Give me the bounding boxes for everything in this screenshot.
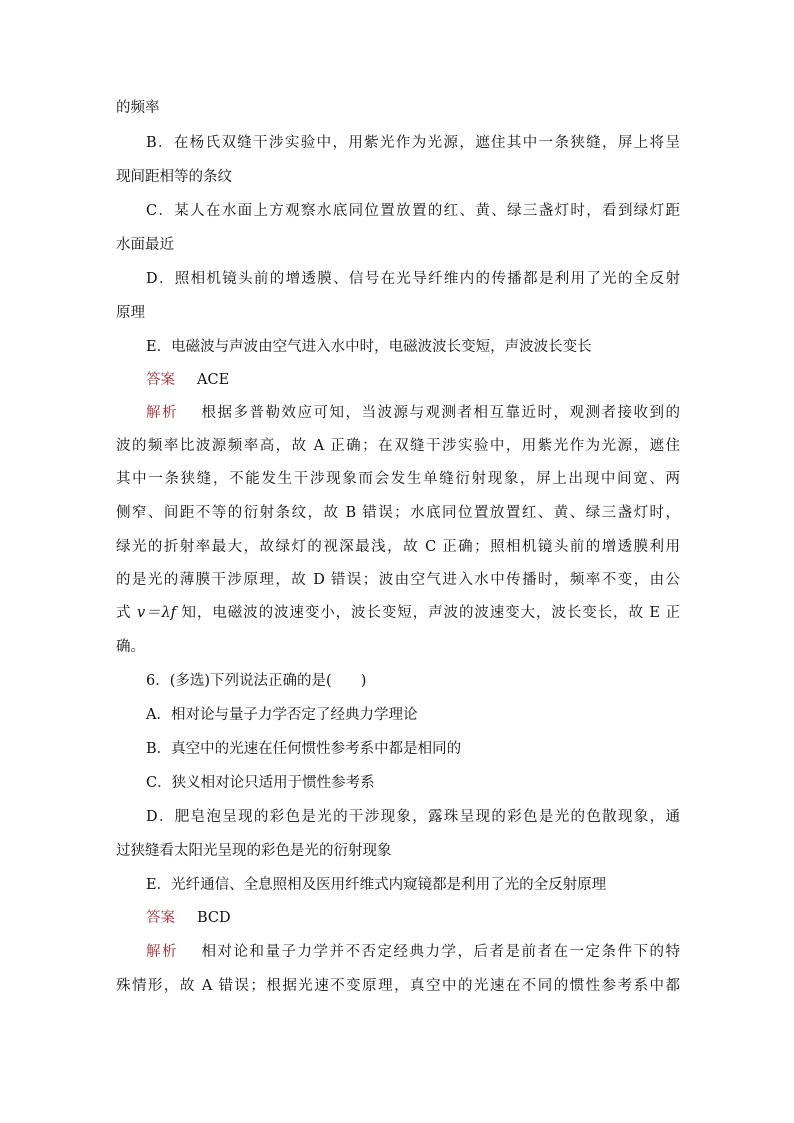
- analysis-text: 相对论和量子力学并不否定经典力学，后者是前者在一定条件下的特: [200, 944, 680, 960]
- formula-line: [116, 601, 680, 625]
- option-d-continued: 过狭缝看太阳光呈现的彩色是光的衍射现象: [116, 843, 392, 859]
- text-line: 波的频率比波源频率高，故 A 正确；在双缝干涉实验中，用紫光作为光源，遮住: [116, 438, 680, 454]
- text-line: 的是光的薄膜干涉原理，故 D 错误；波由空气进入水中传播时，频率不变，由公: [116, 572, 680, 588]
- text-line: 绿光的折射率最大，故绿灯的视深最浅，故 C 正确；照相机镜头前的增透膜利用: [116, 539, 680, 555]
- text-line: 其中一条狭缝，不能发生干涉现象而会发生单缝衍射现象，屏上出现中间宽、两: [116, 471, 680, 487]
- option-d: D．肥皂泡呈现的彩色是光的干涉现象，露珠呈现的彩色是光的色散现象，通: [146, 809, 680, 825]
- text-line: 的频率: [116, 100, 160, 116]
- text-line: 原理: [116, 305, 145, 321]
- answer-row: [146, 368, 680, 392]
- text-line: 确。: [116, 639, 145, 655]
- option-e-line: E．电磁波与声波由空气进入水中时，电磁波波长变短，声波波长变长: [146, 339, 592, 355]
- text-line: 水面最近: [116, 237, 174, 253]
- option-b-line: B．在杨氏双缝干涉实验中，用紫光作为光源，遮住其中一条狭缝，屏上将呈: [146, 135, 680, 151]
- option-c-line: C．某人在水面上方观察水底同位置放置的红、黄、绿三盏灯时，看到绿灯距: [146, 203, 680, 219]
- text-line: 现间距相等的条纹: [116, 169, 232, 185]
- formula: v＝λf: [136, 605, 177, 621]
- answer-row: [146, 906, 680, 930]
- answer-label: 答案: [146, 372, 175, 388]
- option-d-line: D．照相机镜头前的增透膜、信号在光导纤维内的传播都是利用了光的全反射: [146, 271, 680, 287]
- answer-value: ACE: [197, 372, 230, 388]
- text-line: 殊情形，故 A 错误；根据光速不变原理，真空中的光速在不同的惯性参考系中都: [116, 978, 680, 994]
- option-c: C．狭义相对论只适用于惯性参考系: [146, 775, 375, 791]
- answer-label: 答案: [146, 910, 175, 926]
- answer-value: BCD: [197, 910, 231, 926]
- option-a: A．相对论与量子力学否定了经典力学理论: [146, 707, 418, 723]
- question-stem: 6．(多选)下列说法正确的是( ): [146, 673, 367, 689]
- analysis-text: 根据多普勒效应可知，当波源与观测者相互靠近时，观测者接收到的: [200, 405, 680, 421]
- text-line: 侧窄、间距不等的衍射条纹，故 B 错误；水底同位置放置红、黄、绿三盏灯时，: [116, 505, 680, 521]
- analysis-row: [146, 401, 680, 425]
- analysis-row: [146, 940, 680, 964]
- text-fragment: 知，电磁波的波速变小，波长变短，声波的波速变大，波长变长，故 E 正: [176, 605, 680, 621]
- option-e: E．光纤通信、全息照相及医用纤维式内窥镜都是利用了光的全反射原理: [146, 877, 607, 893]
- text-fragment: 式: [116, 605, 137, 621]
- option-b: B．真空中的光速在任何惯性参考系中都是相同的: [146, 741, 462, 757]
- analysis-label: 解析: [146, 944, 178, 960]
- analysis-label: 解析: [146, 405, 178, 421]
